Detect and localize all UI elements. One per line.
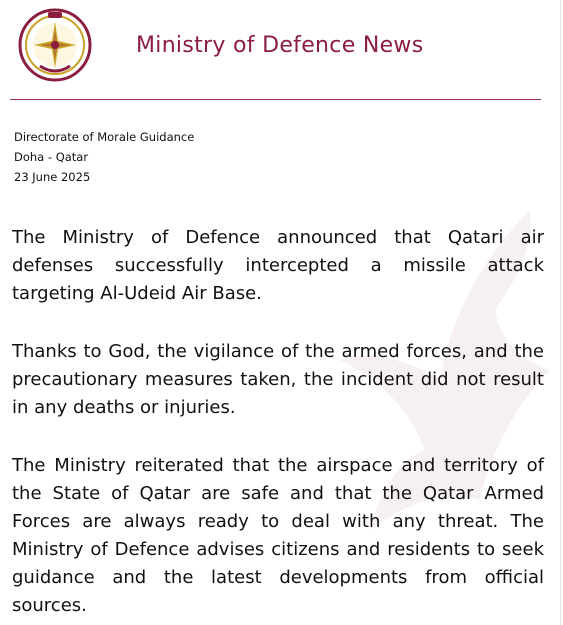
dateline: [14, 127, 194, 187]
location-label: Doha - Qatar: [14, 150, 89, 164]
date-label: 23 June 2025: [14, 170, 91, 184]
paragraph-1: The Ministry of Defence announced that Qatari air defenses successfully intercepted a missile attack targeting Al-Udeid Air Base.: [12, 227, 544, 304]
paragraph-3: The Ministry reiterated that the airspace and territory of the State of Qatar are safe and that the Qatar Armed Forces are always ready to deal with any threat. The Ministry of Defence advises citizens and residents to seek guidance and the latest developments from official sources.: [12, 455, 544, 616]
header-divider: [10, 99, 541, 100]
paragraph-2: Thanks to God, the vigilance of the armed forces, and the precautionary measures taken, the incident did not result in any deaths or injuries.: [12, 341, 544, 418]
ministry-emblem-icon: [18, 8, 92, 82]
directorate-label: Directorate of Morale Guidance: [14, 130, 195, 144]
header: [0, 0, 563, 100]
article-body: [12, 224, 544, 625]
page-title: Ministry of Defence News: [136, 33, 424, 58]
